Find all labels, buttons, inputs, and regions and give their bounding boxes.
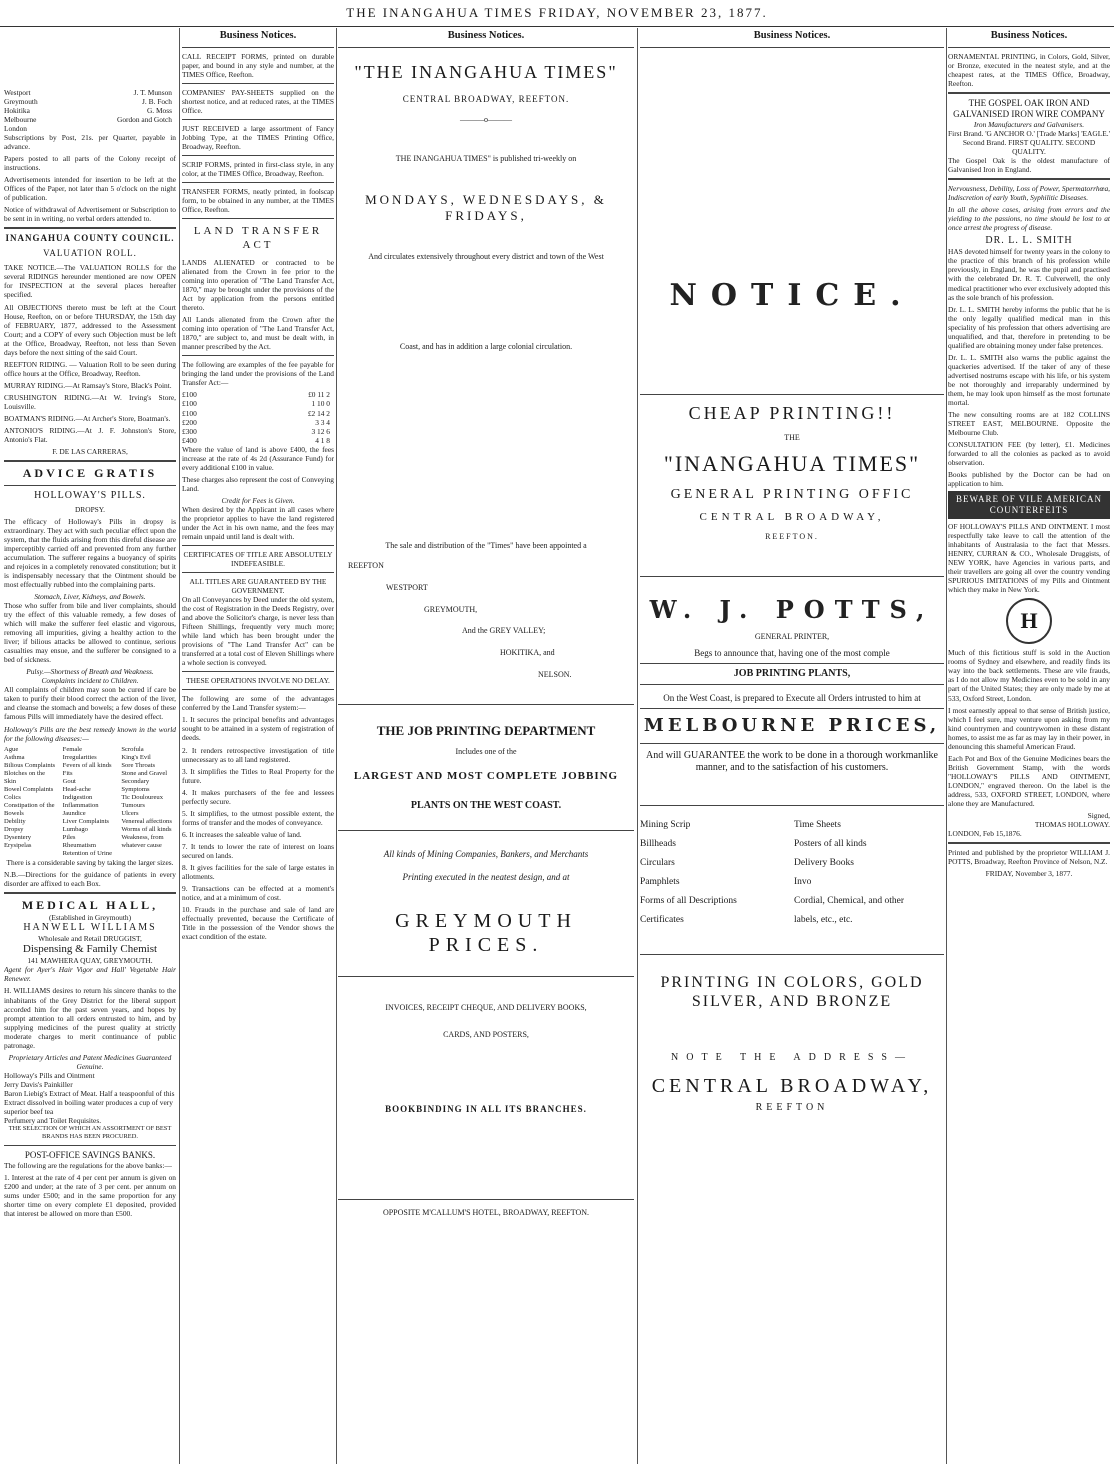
disease-item: Fits (62, 769, 73, 777)
divider (338, 976, 634, 977)
disease-item: Ulcers (121, 809, 139, 817)
cheap-printing: CHEAP PRINTING!! (688, 403, 896, 424)
cards-text: CARDS, AND POSTERS, (443, 1030, 529, 1040)
printer-text: GENERAL PRINTER, (754, 632, 830, 642)
disease-item: Fevers of all kinds (62, 761, 112, 769)
disease-item: Stone and Gravel (121, 769, 168, 777)
place-item: NELSON. (538, 669, 572, 679)
services-list-right (794, 816, 944, 930)
certificates-title: CERTIFICATES OF TITLE ARE ABSOLUTELY INDEFEASIBLE. (183, 549, 333, 568)
item-entry: Jerry Davis's Painkiller (4, 1079, 73, 1089)
rooms-text: The new consulting rooms are at 182 COLLINS STREET EAST, MELBOURNE. Opposite the Melbourne Club. (948, 409, 1110, 437)
riding-item: REEFTON RIDING. — Valuation Roll to be seen during office hours at the Office, Broadway, Reefton. (4, 359, 176, 378)
business-notice: CALL RECEIPT FORMS, printed on durable paper, and bound in any style and number, at the TIMES Office, Reefton. (182, 51, 334, 79)
fee-label: £200 (182, 417, 197, 427)
stomach-title: Stomach, Liver, Kidneys, and Bowels. (34, 592, 146, 602)
begs-text: Begs to announce that, having one of the most comple (694, 648, 890, 659)
divider (4, 485, 176, 486)
agent-name: G. Moss (146, 106, 172, 116)
guarantee-text: And will GUARANTEE the work to be done in a thorough workmanlike manner, and to the satisfaction of his customers. (646, 750, 938, 774)
paper-title: "THE INANGAHUA TIMES" (354, 61, 618, 82)
the-text: THE (784, 433, 800, 443)
agent-row (4, 97, 176, 106)
agent-name: J. B. Foch (142, 97, 172, 107)
divider (948, 842, 1110, 844)
fee-row (182, 427, 334, 436)
savings-title: POST-OFFICE SAVINGS BANKS. (24, 1149, 156, 1160)
advantage-item: 5. It simplifies, to the utmost possible extent, the forms of transfer and the modes of conveyance. (182, 808, 334, 827)
business-notice: TRANSFER FORMS, neatly printed, in foolscap form, to be obtained in any number, at the TIMES Office, Reefton. (182, 187, 334, 215)
advantage-item: 10. Frauds in the purchase and sale of land are effectually prevented, because the Certificate of Title in the possession of the Vendor shows the exact condition of the estate. (182, 904, 334, 942)
disease-item: Colics (4, 793, 21, 801)
advantage-item: 9. Transactions can be effected at a moment's notice, and at a minimum of cost. (182, 883, 334, 902)
column-5 (948, 30, 1110, 1462)
coast-text: Coast, and has in addition a large colonial circulation. (399, 341, 573, 351)
riding-item: ANTONIO'S RIDING.—At J. F. Johnston's Store, Antonio's Flat. (4, 425, 176, 444)
column-1 (4, 30, 176, 1462)
disease-item: Gout (62, 777, 76, 785)
selection-text: THE SELECTION OF WHICH AN ASSORTMENT OF BEST BRANDS HAS BEEN PROCURED. (8, 1124, 172, 1140)
advice-title: ADVICE GRATIS (22, 465, 158, 480)
disease-item: Lumbago (62, 825, 88, 833)
services-list-left (640, 816, 737, 930)
fee-value: 3 3 4 (315, 417, 330, 427)
delay-title: THESE OPERATIONS INVOLVE NO DELAY. (186, 676, 330, 686)
fee-label: £400 (182, 435, 197, 445)
printing-exec-text: Printing executed in the neatest design, and at (402, 871, 570, 882)
fees-table (182, 390, 334, 444)
times-title: "INANGAHUA TIMES" (663, 451, 921, 477)
take-notice-text: TAKE NOTICE.—The VALUATION ROLLS for the several RIDINGS hereunder mentioned are now OPEN for INSPECTION at the several places hereafter specified. (4, 263, 176, 300)
bookbinding-text: BOOKBINDING IN ALL ITS BRANCHES. (385, 1104, 587, 1115)
counterfeit-text-3: I most earnestly appeal to that sense of British justice, which I feel sure, may venture upon asking from my kind countrymen and countrywomen in these distant homes, to assist me as far as may lay in their power, in denouncing this shameful American Fraud. (948, 705, 1110, 751)
business-notice: SCRIP FORMS, printed in first-class style, in any color, at the TIMES Office, Broadway, Reefton. (182, 160, 334, 179)
best-remedy-text: Holloway's Pills are the best remedy known in the world for the following diseases:— (4, 724, 176, 743)
doctor-text: HAS devoted himself for twenty years in the colony to the practice of this branch of his profession while previously, in England, he was the pupil and practised with the celebrated Dr. R. T. Culverwell, the only medical practitioner who ever exclusively adopted this as the sole branch of his profession. (948, 247, 1110, 302)
disease-item: Bowel Complaints (4, 785, 54, 793)
fee-row (182, 436, 334, 445)
distribution-text: The sale and distribution of the "Times" have been appointed a (385, 541, 587, 551)
central-text: CENTRAL BROADWAY, (699, 511, 885, 523)
general-printing: GENERAL PRINTING OFFIC (670, 486, 914, 502)
service-item: Forms of all Descriptions (640, 895, 737, 906)
beware-banner: BEWARE OF VILE AMERICAN COUNTERFEITS (948, 491, 1110, 519)
agent-place: Melbourne (4, 115, 37, 125)
column-rule (637, 28, 638, 1464)
fee-value: 4 1 8 (315, 435, 330, 445)
divider (640, 47, 944, 48)
papers-text: Papers posted to all parts of the Colony receipt of instructions. (4, 154, 176, 173)
divider (640, 743, 944, 744)
column-header: Business Notices. (753, 30, 831, 41)
place-item: WESTPORT (386, 582, 428, 592)
invoices-text: INVOICES, RECEIPT CHEQUE, AND DELIVERY BOOKS, (385, 1002, 587, 1012)
advantages-intro: The following are some of the advantages conferred by the Land Transfer system:— (182, 694, 334, 713)
service-item: labels, etc., etc. (794, 914, 853, 925)
costs-text: These charges also represent the cost of Conveying Land. (182, 474, 334, 493)
fee-value: 3 12 6 (311, 426, 330, 436)
potts-title: W. J. POTTS, (649, 595, 935, 625)
agent-name: Gordon and Gotch (116, 115, 172, 125)
nervousness-text: Nervousness, Debility, Loss of Power, Spermatorrhœa, Indiscretion of early Youth, Syphilitic Diseases. (948, 184, 1110, 203)
disease-item: King's Evil (121, 753, 151, 761)
council-title: INANGAHUA COUNTY COUNCIL. (5, 233, 175, 244)
disease-item: Sore Throats (121, 761, 156, 769)
address-text: CENTRAL BROADWAY, (651, 1074, 933, 1097)
divider (640, 394, 944, 395)
masthead: THE INANGAHUA TIMES FRIDAY, NOVEMBER 23, 1877. (346, 5, 768, 20)
agents-list (4, 88, 176, 133)
disease-item: Tumours (121, 801, 145, 809)
published-text: THE INANGAHUA TIMES" is published tri-weekly on (395, 154, 577, 164)
disease-item: Rheumatism (62, 841, 96, 849)
disease-item: Dysentery (4, 833, 32, 841)
business-notice: COMPANIES' PAY-SHEETS supplied on the shortest notice, and at reduced rates, at the TIMES Office. (182, 87, 334, 115)
service-item: Posters of all kinds (794, 838, 867, 849)
divider (640, 954, 944, 955)
melbourne-prices: MELBOURNE PRICES, (643, 715, 941, 737)
oldest-text: The Gospel Oak is the oldest manufacture of Galvanised Iron in England. (948, 155, 1110, 175)
agent-place: Greymouth (4, 97, 38, 107)
place-item: And the GREY VALLEY; (462, 626, 546, 636)
item-entry: Perfumery and Toilet Requisites. (4, 1115, 102, 1125)
divider (182, 47, 334, 48)
disease-item: Asthma (4, 753, 25, 761)
divider (338, 1199, 634, 1200)
service-item: Invo (794, 876, 812, 887)
job-plants-title: JOB PRINTING PLANTS, (733, 668, 851, 680)
riding-item: MURRAY RIDING.—At Ramsay's Store, Black's Point. (4, 380, 172, 390)
disease-item: Jaundice (62, 809, 86, 817)
place-item: HOKITIKA, and (500, 648, 555, 658)
plants-text: PLANTS ON THE WEST COAST. (410, 799, 562, 811)
medical-hall-title: MEDICAL HALL, (21, 898, 159, 913)
land-act-title: LAND TRANSFER ACT (193, 225, 323, 251)
advantage-item: 4. It makes purchasers of the fee and lessees perfectly secure. (182, 787, 334, 806)
disease-item: Inflammation (62, 801, 99, 809)
disease-item: Retention of Urine (62, 849, 113, 857)
advantage-item: 6. It increases the saleable value of land. (182, 829, 302, 839)
williams-text: H. WILLIAMS desires to return his sincere thanks to the inhabitants of the Grey District for the liberal support accorded him for the past seven years, and hopes by prompt attention to all orders entrusted to him, and by supplying medicines of the purest quality at strictly moderate charges to merit continuance of public patronage. (4, 986, 176, 1050)
divider (640, 708, 944, 709)
holloway-seal-icon: H (1006, 598, 1052, 644)
guaranteed-text: On all Conveyances by Deed under the old system, the cost of Registration in the Deeds Registry, over and above the Solicitor's charge, is never less than Fifteen Shillings, frequently very much more; while land which has been brought under the provisions of "The Land Transfer Act" can be transferred at a total cost of Eleven Shillings where a whole section is conveyed. (182, 595, 334, 668)
place-item: GREYMOUTH, (424, 604, 478, 614)
broadway-text: CENTRAL BROADWAY, REEFTON. (402, 93, 570, 104)
circulates-text: And circulates extensively throughout every district and town of the West (368, 251, 604, 261)
agent-row (4, 115, 176, 124)
item-entry: Baron Liebig's Extract of Meat. Half a teaspoonful of this Extract dissolved in boiling water produces a cup of very superior beef tea (4, 1088, 175, 1116)
service-item: Billheads (640, 838, 676, 849)
divider (948, 178, 1110, 180)
divider (948, 47, 1110, 48)
agent-row (4, 88, 176, 97)
fee-row (182, 390, 334, 399)
agent-name: J. T. Munson (133, 88, 172, 97)
divider (182, 671, 334, 672)
ridings-list (4, 360, 176, 444)
fee-row (182, 418, 334, 427)
ads-text: Advertisements intended for insertion to be left at the Offices of the Paper, not later than 5 o'clock on the night of publication. (4, 175, 176, 203)
fee-value: 1 10 0 (311, 399, 330, 409)
savings-intro: The following are the regulations for the above banks:— (4, 1160, 172, 1170)
reefton-text: REEFTON. (765, 532, 819, 542)
proprietary-text: Proprietary Articles and Patent Medicines Guaranteed Genuine. (8, 1052, 172, 1071)
guaranteed-title: ALL TITLES ARE GUARANTEED BY THE GOVERNMENT. (189, 577, 327, 596)
books-text: Books published by the Doctor can be had on application to him. (948, 470, 1110, 489)
column-header: Business Notices. (219, 30, 297, 41)
disease-item: Debility (4, 817, 26, 825)
printed-text: Printed and published by the proprietor WILLIAM J. POTTS, Broadway, Reefton Province of Nelson, N.Z. (948, 847, 1110, 867)
divider (182, 355, 334, 356)
fee-label: £100 (182, 390, 197, 400)
mawhera-text: 141 MAWHERA QUAY, GREYMOUTH. (27, 956, 153, 966)
divider (338, 830, 634, 831)
advantages-list (182, 715, 334, 941)
fees-text: Where the value of land is above £400, the fees increase at the rate of 4s 2d (Assurance Fund) for every additional £100 in value. (182, 444, 334, 472)
fee-row (182, 409, 334, 418)
counterfeit-text-4: Each Pot and Box of the Genuine Medicines bears the British Government Stamp, with the words "HOLLOWAY'S PILLS AND OINTMENT, LONDON," engraved thereon. On the label is the address, 533, OXFORD STREET, LONDON, where alone they are Manufactured. (948, 753, 1110, 808)
divider (4, 892, 176, 894)
valuation-title: VALUATION ROLL. (43, 248, 137, 259)
disease-item: Piles (62, 833, 76, 841)
note-text: NOTE THE ADDRESS— (671, 1051, 913, 1063)
gospel-title: THE GOSPEL OAK IRON AND GALVANISED IRON WIRE COMPANY (953, 97, 1105, 119)
advantage-item: 2. It renders retrospective investigation of title unnecessary as to all land registered. (182, 745, 334, 764)
subscriptions-text: Subscriptions by Post, 21s. per Quarter, payable in advance. (4, 133, 176, 152)
disease-item: Erysipelas (4, 841, 32, 849)
agent-place: Westport (4, 88, 31, 97)
fee-value: £2 14 2 (307, 408, 330, 418)
signed-name: F. DE LAS CARRERAS, (52, 446, 128, 456)
wholesale-text: Wholesale and Retail DRUGGIST, (38, 933, 142, 943)
column-2 (182, 30, 334, 1462)
column-4 (640, 30, 944, 1462)
place-item: REEFTON (348, 561, 384, 571)
agent-text: Agent for Ayer's Hair Vigor and Hall' Vegetable Hair Renewer. (4, 965, 176, 984)
lands-text: LANDS ALIENATED or contracted to be alienated from the Crown in fee prior to the coming into operation of "The Land Transfer Act, 1870," may be brought under the provisions of the Act by application from the persons entitled thereto. (182, 258, 334, 313)
notice-title: NOTICE. (669, 277, 915, 313)
divider (182, 83, 334, 84)
divider (338, 704, 634, 705)
stomach-text: Those who suffer from bile and liver complaints, should try the effect of this valuable remedy, a few doses of which will make the sufferer feel elastic and vigorous, removing all impurities, giving a healthy action to the liver; if bilious attacks be allowed to continue, serious casualties may ensue, and the sufferer be consigned to a bed of sickness. (4, 601, 176, 665)
column-3: Business Notices. "THE INANGAHUA TIMES" CENTRAL BROADWAY, REEFTON. ———o——— THE INANGAHUA TIMES" is published tri-weekly on MONDAYS, WEDNESDAYS, & FRIDAYS, And circulates extensively throughout every district and town of the West Coast, and has in addition a large colonial circulation. The sale and distribution of the "Times" have been appointed a REEFTON WESTPORT GREYMOUTH, And the GREY VALLEY; HOKITIKA, and NELSON. THE JOB PRINTING DEPARTMENT Includes one of the LARGEST AND MOST COMPLETE JOBBING PLANTS ON THE WEST COAST. All kinds of Mining Companies, Bankers, and Merchants Printing executed in the neatest design, and at GREYMOUTH PRICES. INVOICES, RECEIPT CHEQUE, AND DELIVERY BOOKS, CARDS, AND POSTERS, BOOKBINDING IN ALL ITS BRANCHES. OPPOSITE M'CALLUM'S HOTEL, BROADWAY, REEFTON. (338, 30, 634, 1462)
column-rule (946, 28, 947, 1464)
all-kinds-text: All kinds of Mining Companies, Bankers, and Merchants (383, 848, 589, 859)
disease-item: Weakness, from whatever cause (121, 833, 164, 849)
manufacturers-text: Iron Manufacturers and Galvanisers. (973, 119, 1085, 129)
item-entry: Holloway's Pills and Ointment (4, 1070, 95, 1080)
riding-item: CRUSHINGTON RIDING.—At W. Irving's Store, Louisville. (4, 392, 176, 411)
established-text: (Established in Greymouth) (48, 912, 132, 922)
service-item: Time Sheets (794, 819, 841, 830)
divider (182, 572, 334, 573)
job-dept-title: THE JOB PRINTING DEPARTMENT (376, 722, 596, 738)
column-rule (336, 28, 337, 1464)
saving-text: There is a considerable saving by taking the larger sizes. (6, 858, 174, 867)
fee-text: CONSULTATION FEE (by letter), £1. Medicines forwarded to all the colonies as packed as to avoid observation. (948, 440, 1110, 468)
disease-item: Liver Complaints (62, 817, 109, 825)
counterfeit-text: OF HOLLOWAY'S PILLS AND OINTMENT. I most respectfully take leave to call the attention of the inhabitants of Australasia to the fact that Messrs. HENRY, CURRAN & CO., Wholesale Druggists, of NEW YORK, have Agencies in various parts, and their travellers are going all over the country vending SPURIOUS IMITATIONS of my Pills and Ointment which they make in New York. (948, 522, 1110, 595)
credit-text: When desired by the Applicant in all cases where the proprietor applies to have the land registered under the Act in his own name, and the fees may remain unpaid until land is dealt with. (182, 504, 334, 541)
service-item: Mining Scrip (640, 819, 691, 830)
dropsy-title: DROPSY. (74, 504, 106, 514)
colors-text: PRINTING IN COLORS, GOLD SILVER, AND BRONZE (660, 973, 924, 1011)
pulsy-title: Pulsy.—Shortness of Breath and Weakness. (26, 667, 154, 677)
service-item: Cordial, Chemical, and other (794, 895, 905, 906)
directions-text: N.B.—Directions for the guidance of patients in every disorder are affixed to each Box. (4, 870, 176, 889)
divider (182, 155, 334, 156)
divider (182, 119, 334, 120)
lands-text-2: All Lands alienated from the Crown after the coming into operation of "The Land Transfer Act, 1870," are subject to, and must be dealt with, in manner prescribed by the Act. (182, 315, 334, 352)
disease-item: Blotches on the Skin (4, 769, 46, 785)
fee-label: £100 (182, 408, 197, 418)
dispensing-text: Dispensing & Family Chemist (22, 942, 158, 955)
divider (4, 460, 176, 462)
service-item: Circulars (640, 857, 675, 868)
prepared-text: On the West Coast, is prepared to Execute all Orders intrusted to him at (663, 693, 921, 704)
places-list (338, 561, 634, 680)
days-text: MONDAYS, WEDNESDAYS, & FRIDAYS, (365, 192, 607, 224)
disease-item: Secondary Symptoms (121, 777, 150, 793)
divider (182, 545, 334, 546)
divider (4, 227, 176, 229)
holloway-signature: THOMAS HOLLOWAY. (1034, 819, 1110, 829)
disease-item: Indigestion (62, 793, 93, 801)
divider (182, 689, 334, 690)
holloway-title: HOLLOWAY'S PILLS. (34, 489, 146, 501)
fee-row (182, 399, 334, 408)
advantage-item: 8. It gives facilities for the sale of large estates in allotments. (182, 862, 334, 881)
column-rule (179, 28, 180, 1464)
doctor-text-2: Dr. L. L. SMITH hereby informs the public that he is the only legally qualified medical man in this speciality of his profession that others advertising are unqualified, and that, therefore in pretending to be qualified are obtaining money under false pretences. (948, 304, 1110, 350)
counterfeit-text-2: Much of this fictitious stuff is sold in the Auction rooms of Sydney and elsewhere, and readily finds its way into the back settlements. These are vile frauds, as I do not allow my Medicines even to be sold in any part of the United States; they are only made by me at 533, Oxford Street, London. (948, 648, 1110, 703)
doctor-name: DR. L. L. SMITH (985, 235, 1073, 247)
issue-date: FRIDAY, November 3, 1877. (985, 869, 1073, 879)
credit-title: Credit for Fees is Given. (221, 495, 295, 505)
agent-row (4, 106, 176, 115)
service-item: Certificates (640, 914, 684, 925)
disease-item: Bilious Complaints (4, 761, 56, 769)
advantage-item: 7. It tends to lower the rate of interest on loans secured on lands. (182, 841, 334, 860)
disease-item: Female Irregularities (62, 745, 97, 761)
largest-text: LARGEST AND MOST COMPLETE JOBBING (353, 770, 619, 783)
column-header: Business Notices. (447, 30, 525, 41)
disease-item: Ague (4, 745, 19, 753)
doctor-text-3: Dr. L. L. SMITH also warns the public against the quackeries advertised. If the taker of any of these advertised nostrums escape with his life, or his system be not thoroughly and irreparably undermined by them, he may look upon himself as the most fortunate mortal. (948, 352, 1110, 407)
ornamental-text: ORNAMENTAL PRINTING, in Colors, Gold, Silver, or Bronze, executed in the neatest style, and at the cheapest rates, at the TIMES Office, Broadway, Reefton. (948, 51, 1110, 88)
agent-place: Hokitika (4, 106, 30, 116)
hanwell-name: HANWELL WILLIAMS (23, 921, 157, 933)
children-title: Complaints incident to Children. (41, 676, 139, 686)
fees-intro: The following are examples of the fee payable for bringing the land under the provisions of the Land Transfer Act:— (182, 360, 334, 388)
masthead-rule (0, 26, 1114, 27)
disease-item: Venereal affections (121, 817, 172, 825)
divider (640, 684, 944, 685)
notice-text: Notice of withdrawal of Advertisement or Subscription to be sent in in writing, no verbal orders attended to. (4, 205, 176, 224)
divider (4, 1145, 176, 1146)
riding-item: BOATMAN'S RIDING.—At Archer's Store, Boatman's. (4, 413, 171, 423)
fee-value: £0 11 2 (308, 390, 330, 400)
fee-label: £300 (182, 426, 197, 436)
opposite-text: OPPOSITE M'CALLUM'S HOTEL, BROADWAY, REEFTON. (382, 1208, 590, 1218)
service-item: Pamphlets (640, 876, 680, 887)
business-notice: JUST RECEIVED a large assortment of Fancy Jobbing Type, at the TIMES Printing Office, Broadway, Reefton. (182, 123, 334, 152)
objections-text: All OBJECTIONS thereto must be left at the Court House, Reefton, on or before THURSDAY, the 15th day of FEBRUARY, 1877, addressed to the Assessment Court; and a COPY of every such Objection must be left at the Office, Broadway, Reefton, not less than Seven days before the next sitting of the said Court. (4, 302, 176, 357)
savings-text: 1. Interest at the rate of 4 per cent per annum is given on £200 and under; at the rate of 3 per cent. per annum on sums under £500; and in the same proportion for any shorter time on every complete £1 deposited, provided that interest be allowed on more than £500. (4, 1172, 176, 1218)
signed-text: Signed, (1087, 810, 1110, 820)
brand-text: First Brand. 'G ANCHOR O.' [Trade Marks] 'EAGLE.' Second Brand. FIRST QUALITY. SECOND QUALITY. (948, 128, 1110, 156)
includes-text: Includes one of the (455, 746, 517, 756)
advantage-item: 1. It secures the principal benefits and advantages sought to be attained in a system of registration of deeds. (182, 715, 334, 743)
address-2-text: REEFTON (755, 1102, 829, 1114)
divider (640, 576, 944, 577)
above-text: In all the above cases, arising from errors and the yielding to the passions, no time should be lost to at once arrest the progress of disease. (948, 205, 1110, 233)
disease-item: Head-ache (62, 785, 91, 793)
divider (182, 182, 334, 183)
disease-item: Constipation of the Bowels (4, 801, 55, 817)
divider (338, 47, 634, 48)
children-text: All complaints of children may soon be cured if care be taken to purify their blood correct the action of the liver, and cleanse the stomach and bowels; a few doses of these famous Pills will immediately have the desired effect. (4, 685, 176, 722)
greymouth-prices: GREYMOUTH PRICES. (395, 909, 577, 957)
london-date: LONDON, Feb 15,1876. (948, 828, 1022, 838)
agent-place: London (4, 124, 27, 134)
divider (182, 218, 334, 219)
divider (640, 663, 944, 664)
advantage-item: 3. It simplifies the Titles to Real Property for the future. (182, 766, 334, 785)
agent-row (4, 124, 176, 133)
disease-item: Scrofula (121, 745, 144, 753)
divider (948, 92, 1110, 94)
business-notices (182, 52, 334, 219)
disease-item: Worms of all kinds (121, 825, 172, 833)
services-lists (640, 816, 944, 930)
service-item: Delivery Books (794, 857, 854, 868)
divider (640, 805, 944, 806)
items-list (4, 1071, 176, 1125)
diseases-list (4, 746, 176, 858)
dropsy-text: The efficacy of Holloway's Pills in dropsy is extraordinary. They act with such peculiar effect upon the system, that the fluids arising from this direful disease are imperceptibly carried off and prevented from any further accumulation. The sufferer regains a buoyancy of spirits and rejoices in a completely renovated constitution; but it is indispensably necessary that the Ointment should be most effectually rubbed into the complaining parts. (4, 516, 176, 590)
disease-item: Tic Douloureux (121, 793, 164, 801)
fee-label: £100 (182, 399, 197, 409)
column-header: Business Notices. (990, 30, 1068, 41)
disease-item: Dropsy (4, 825, 24, 833)
